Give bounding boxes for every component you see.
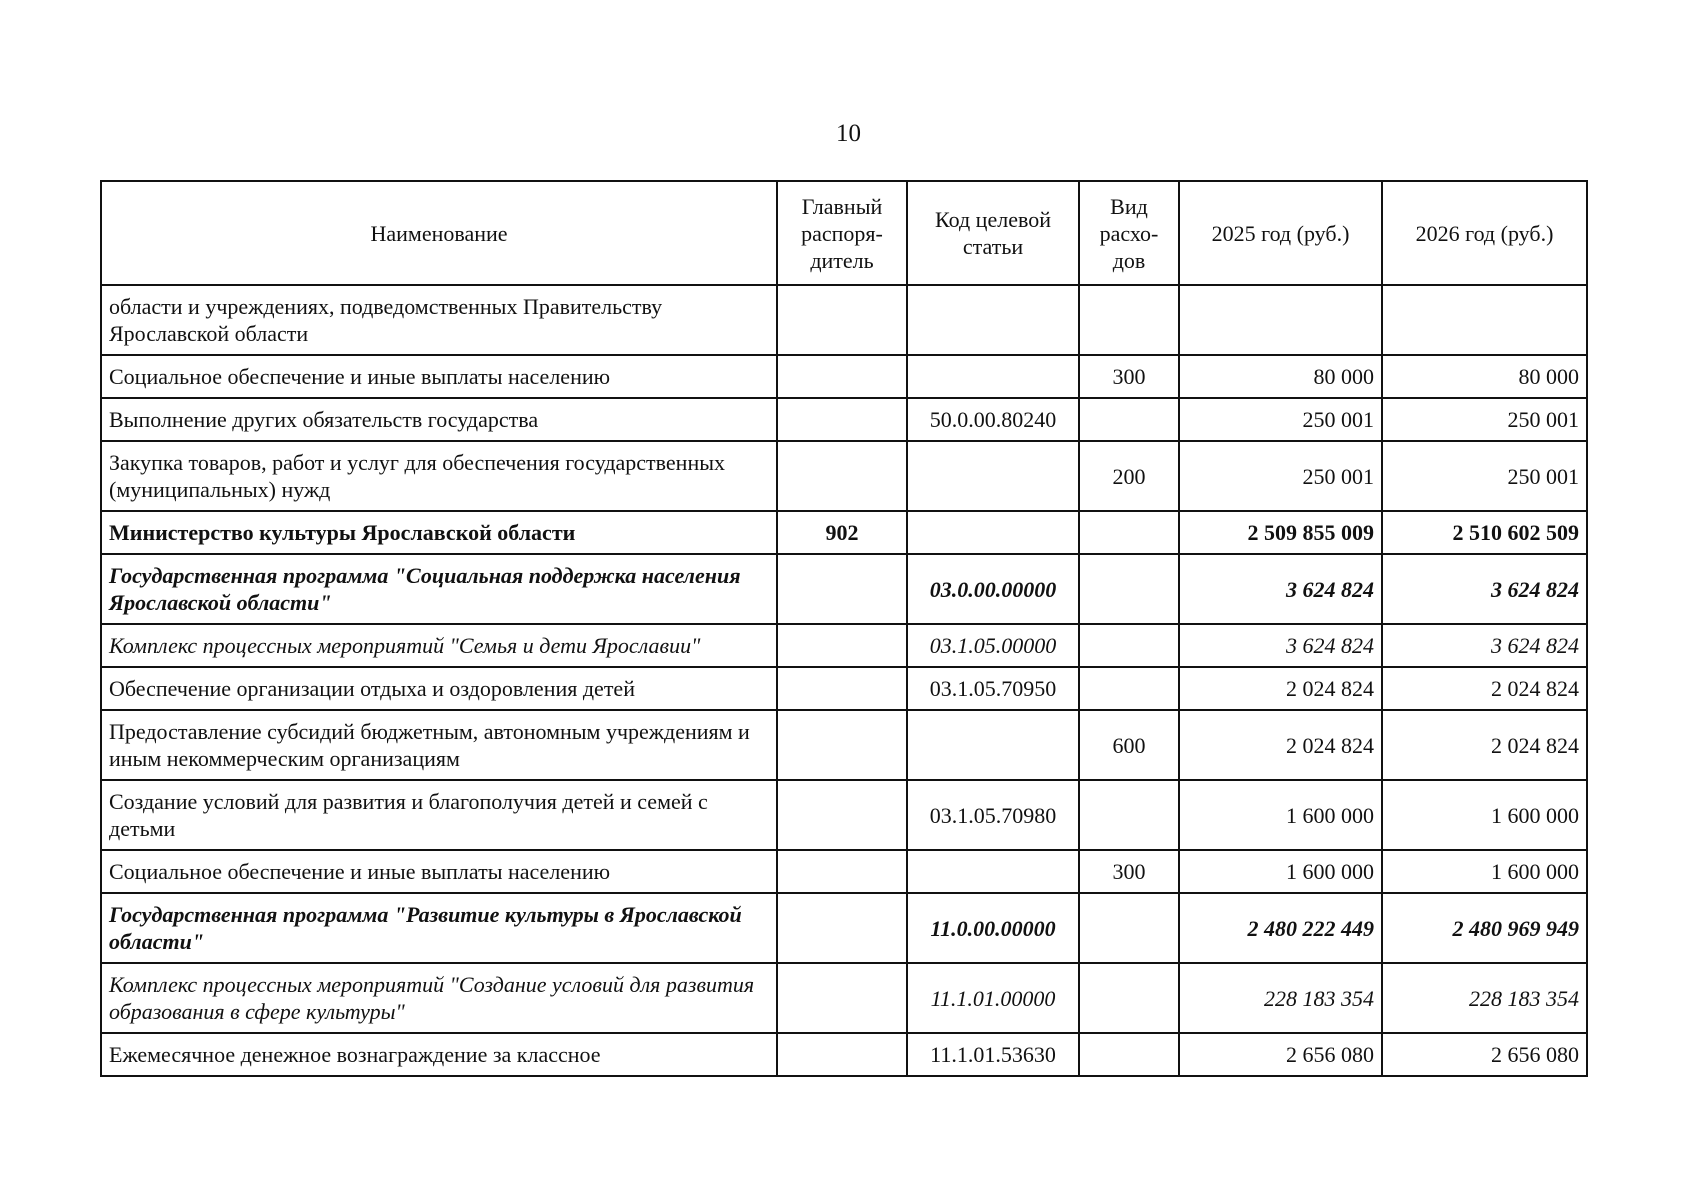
row-2026: 250 001 xyxy=(1382,398,1587,441)
table-row xyxy=(101,963,1587,1033)
row-grbs xyxy=(777,398,907,441)
row-grbs xyxy=(777,441,907,511)
row-2025: 2 656 080 xyxy=(1179,1033,1382,1076)
table-row xyxy=(101,893,1587,963)
header-code-line: целевой статьи xyxy=(962,207,1051,259)
header-grbs-line: распоря- xyxy=(801,220,883,246)
table-row xyxy=(101,511,1587,554)
header-2025-line: (руб.) xyxy=(1296,220,1350,246)
row-vid: 200 xyxy=(1079,441,1179,511)
row-name: Социальное обеспечение и иные выплаты населению xyxy=(101,850,777,893)
row-vid xyxy=(1079,667,1179,710)
row-name: Ежемесячное денежное вознаграждение за классное xyxy=(101,1033,777,1076)
row-vid xyxy=(1079,780,1179,850)
row-2025: 3 624 824 xyxy=(1179,624,1382,667)
table-row xyxy=(101,667,1587,710)
row-2026: 1 600 000 xyxy=(1382,780,1587,850)
row-code: 03.0.00.00000 xyxy=(907,554,1079,624)
row-code: 03.1.05.00000 xyxy=(907,624,1079,667)
row-grbs xyxy=(777,963,907,1033)
header-grbs-line: дитель xyxy=(810,247,874,273)
header-vid-line: Вид xyxy=(1110,193,1148,219)
row-name: Обеспечение организации отдыха и оздоровления детей xyxy=(101,667,777,710)
row-code: 50.0.00.80240 xyxy=(907,398,1079,441)
header-2025-line: 2025 год xyxy=(1211,220,1292,246)
row-vid: 300 xyxy=(1079,355,1179,398)
row-vid xyxy=(1079,624,1179,667)
row-2025: 2 024 824 xyxy=(1179,710,1382,780)
table-header-row xyxy=(101,181,1587,285)
row-2026: 3 624 824 xyxy=(1382,554,1587,624)
table-row xyxy=(101,554,1587,624)
row-name: Комплекс процессных мероприятий "Создание условий для развития образования в сфере культуры" xyxy=(101,963,777,1033)
header-vid-line: дов xyxy=(1112,247,1146,273)
row-2026: 2 480 969 949 xyxy=(1382,893,1587,963)
table-row xyxy=(101,355,1587,398)
row-name: Социальное обеспечение и иные выплаты населению xyxy=(101,355,777,398)
row-code: 11.0.00.00000 xyxy=(907,893,1079,963)
row-code: 11.1.01.00000 xyxy=(907,963,1079,1033)
row-name: Предоставление субсидий бюджетным, автономным учреждениям и иным некоммерческим организациям xyxy=(101,710,777,780)
row-vid xyxy=(1079,554,1179,624)
header-code xyxy=(907,181,1079,285)
row-code: 03.1.05.70980 xyxy=(907,780,1079,850)
row-name: области и учреждениях, подведомственных Правительству Ярославской области xyxy=(101,285,777,355)
row-vid: 600 xyxy=(1079,710,1179,780)
row-code: 03.1.05.70950 xyxy=(907,667,1079,710)
header-vid xyxy=(1079,181,1179,285)
header-name: Наименование xyxy=(101,181,777,285)
row-vid xyxy=(1079,963,1179,1033)
row-grbs xyxy=(777,893,907,963)
row-2026: 1 600 000 xyxy=(1382,850,1587,893)
header-2026-line: 2026 год xyxy=(1415,220,1496,246)
row-code xyxy=(907,850,1079,893)
row-2025: 1 600 000 xyxy=(1179,850,1382,893)
row-grbs xyxy=(777,355,907,398)
row-name: Государственная программа "Развитие культуры в Ярославской области" xyxy=(101,893,777,963)
row-2025: 2 024 824 xyxy=(1179,667,1382,710)
header-2026-line: (руб.) xyxy=(1500,220,1554,246)
page-number: 10 xyxy=(836,120,861,147)
row-grbs xyxy=(777,850,907,893)
row-name: Государственная программа "Социальная поддержка населения Ярославской области" xyxy=(101,554,777,624)
row-grbs xyxy=(777,780,907,850)
row-grbs xyxy=(777,1033,907,1076)
row-2025: 1 600 000 xyxy=(1179,780,1382,850)
row-name: Создание условий для развития и благополучия детей и семей с детьми xyxy=(101,780,777,850)
row-grbs xyxy=(777,285,907,355)
row-2025: 3 624 824 xyxy=(1179,554,1382,624)
table-row xyxy=(101,850,1587,893)
row-2026 xyxy=(1382,285,1587,355)
table-row xyxy=(101,398,1587,441)
row-2026: 2 024 824 xyxy=(1382,710,1587,780)
row-grbs xyxy=(777,624,907,667)
row-vid xyxy=(1079,893,1179,963)
row-2025: 2 480 222 449 xyxy=(1179,893,1382,963)
table-row xyxy=(101,780,1587,850)
row-2026: 2 510 602 509 xyxy=(1382,511,1587,554)
table-row xyxy=(101,285,1587,355)
table-body xyxy=(101,285,1587,1076)
table-row xyxy=(101,624,1587,667)
row-2026: 2 024 824 xyxy=(1382,667,1587,710)
row-vid xyxy=(1079,285,1179,355)
row-code xyxy=(907,710,1079,780)
row-name: Комплекс процессных мероприятий "Семья и дети Ярославии" xyxy=(101,624,777,667)
row-2025: 250 001 xyxy=(1179,441,1382,511)
budget-table xyxy=(100,180,1588,1077)
table-row xyxy=(101,710,1587,780)
row-2025: 2 509 855 009 xyxy=(1179,511,1382,554)
row-name: Выполнение других обязательств государства xyxy=(101,398,777,441)
row-vid xyxy=(1079,1033,1179,1076)
row-grbs xyxy=(777,710,907,780)
row-code: 11.1.01.53630 xyxy=(907,1033,1079,1076)
row-name: Министерство культуры Ярославской области xyxy=(101,511,777,554)
row-name: Закупка товаров, работ и услуг для обеспечения государственных (муниципальных) нужд xyxy=(101,441,777,511)
row-2026: 2 656 080 xyxy=(1382,1033,1587,1076)
row-2025: 228 183 354 xyxy=(1179,963,1382,1033)
header-grbs xyxy=(777,181,907,285)
row-2025: 250 001 xyxy=(1179,398,1382,441)
row-code xyxy=(907,355,1079,398)
row-code xyxy=(907,511,1079,554)
row-2025 xyxy=(1179,285,1382,355)
row-grbs xyxy=(777,554,907,624)
row-2026: 80 000 xyxy=(1382,355,1587,398)
table-row xyxy=(101,441,1587,511)
row-code xyxy=(907,285,1079,355)
row-2026: 3 624 824 xyxy=(1382,624,1587,667)
row-2025: 80 000 xyxy=(1179,355,1382,398)
row-grbs: 902 xyxy=(777,511,907,554)
row-vid xyxy=(1079,511,1179,554)
header-code-line: Код xyxy=(935,207,971,232)
row-vid: 300 xyxy=(1079,850,1179,893)
header-grbs-line: Главный xyxy=(801,193,883,219)
table-row xyxy=(101,1033,1587,1076)
row-grbs xyxy=(777,667,907,710)
row-vid xyxy=(1079,398,1179,441)
header-vid-line: расхо- xyxy=(1099,220,1159,246)
row-code xyxy=(907,441,1079,511)
row-2026: 250 001 xyxy=(1382,441,1587,511)
header-2026 xyxy=(1382,181,1587,285)
header-2025 xyxy=(1179,181,1382,285)
row-2026: 228 183 354 xyxy=(1382,963,1587,1033)
